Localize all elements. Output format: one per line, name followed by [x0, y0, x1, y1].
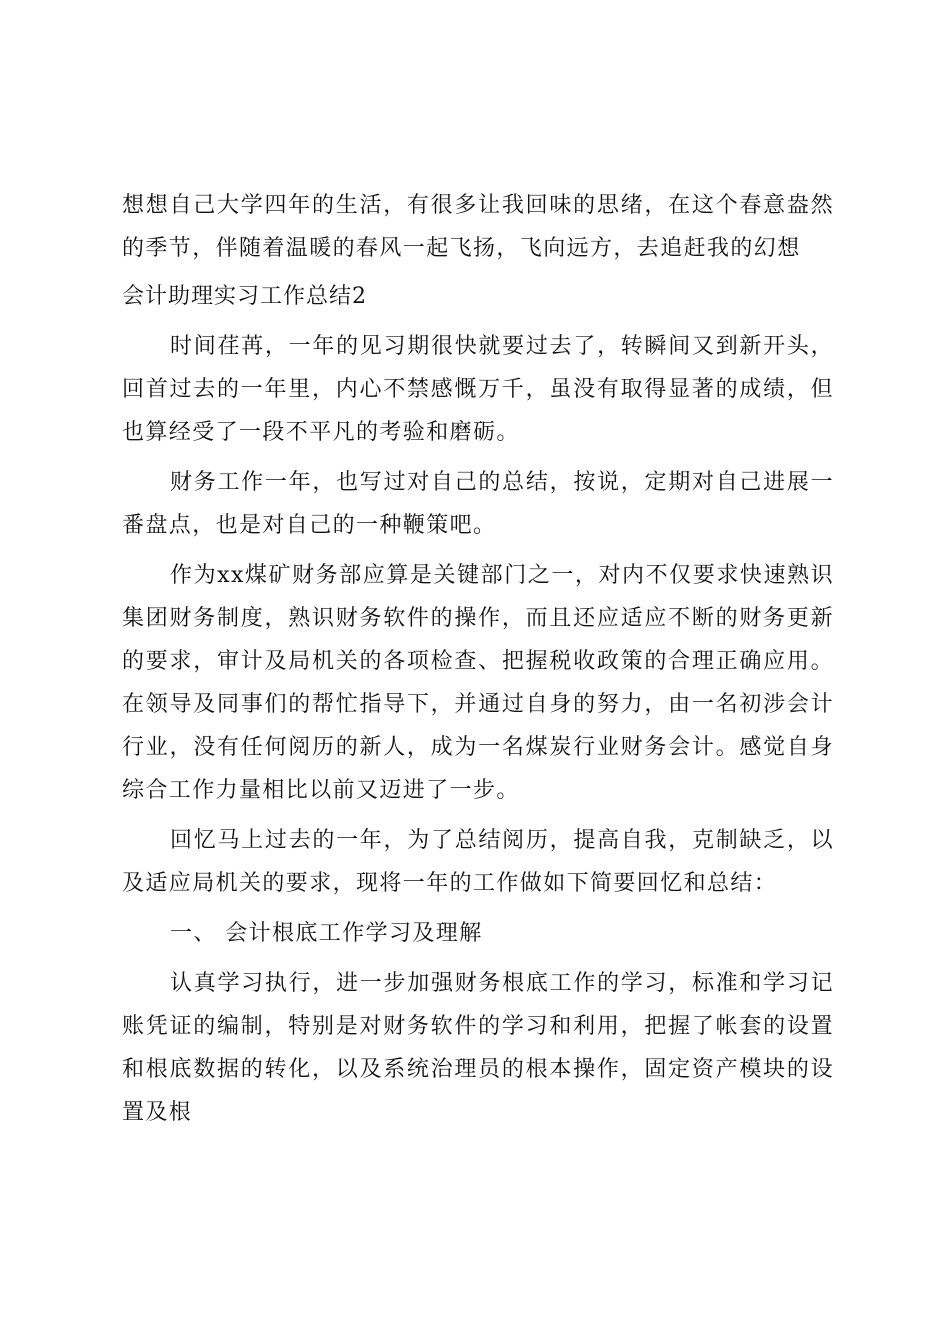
paragraph-3: 作为xx煤矿财务部应算是关键部门之一，对内不仅要求快速熟识集团财务制度，熟识财务软件的操作，而且还应适应不断的财务更新的要求，审计及局机关的各项检查、把握税收政策的合理正确应用。在领导及同事们的帮忙指导下，并通过自身的努力，由一名初涉会计行业，没有任何阅历的新人，成为一名煤炭行业财务会计。感觉自身综合工作力量相比以前又迈进了一步。 [122, 563, 834, 803]
section-title: 会计助理实习工作总结2 [122, 284, 367, 309]
intro-paragraph: 想想自己大学四年的生活，有很多让我回味的思绪，在这个春意盎然的季节，伴随着温暖的春风一起飞扬，飞向远方，去追赶我的幻想 [122, 193, 834, 261]
document-body [122, 184, 834, 1134]
paragraph-2: 财务工作一年，也写过对自己的总结，按说，定期对自己进展一番盘点，也是对自己的一种鞭策吧。 [122, 470, 834, 538]
subsection-heading: 一、 会计根底工作学习及理解 [170, 921, 483, 946]
paragraph-1: 时间荏苒，一年的见习期很快就要过去了，转瞬间又到新开头，回首过去的一年里，内心不禁感慨万千，虽没有取得显著的成绩，但也算经受了一段不平凡的考验和磨砺。 [122, 334, 834, 445]
paragraph-5: 认真学习执行，进一步加强财务根底工作的学习，标准和学习记账凭证的编制，特别是对财务软件的学习和利用，把握了帐套的设置和根底数据的转化，以及系统治理员的根本操作，固定资产模块的设置及根 [122, 971, 834, 1125]
paragraph-4: 回忆马上过去的一年，为了总结阅历，提高自我，克制缺乏，以及适应局机关的要求，现将一年的工作做如下简要回忆和总结： [122, 828, 834, 896]
